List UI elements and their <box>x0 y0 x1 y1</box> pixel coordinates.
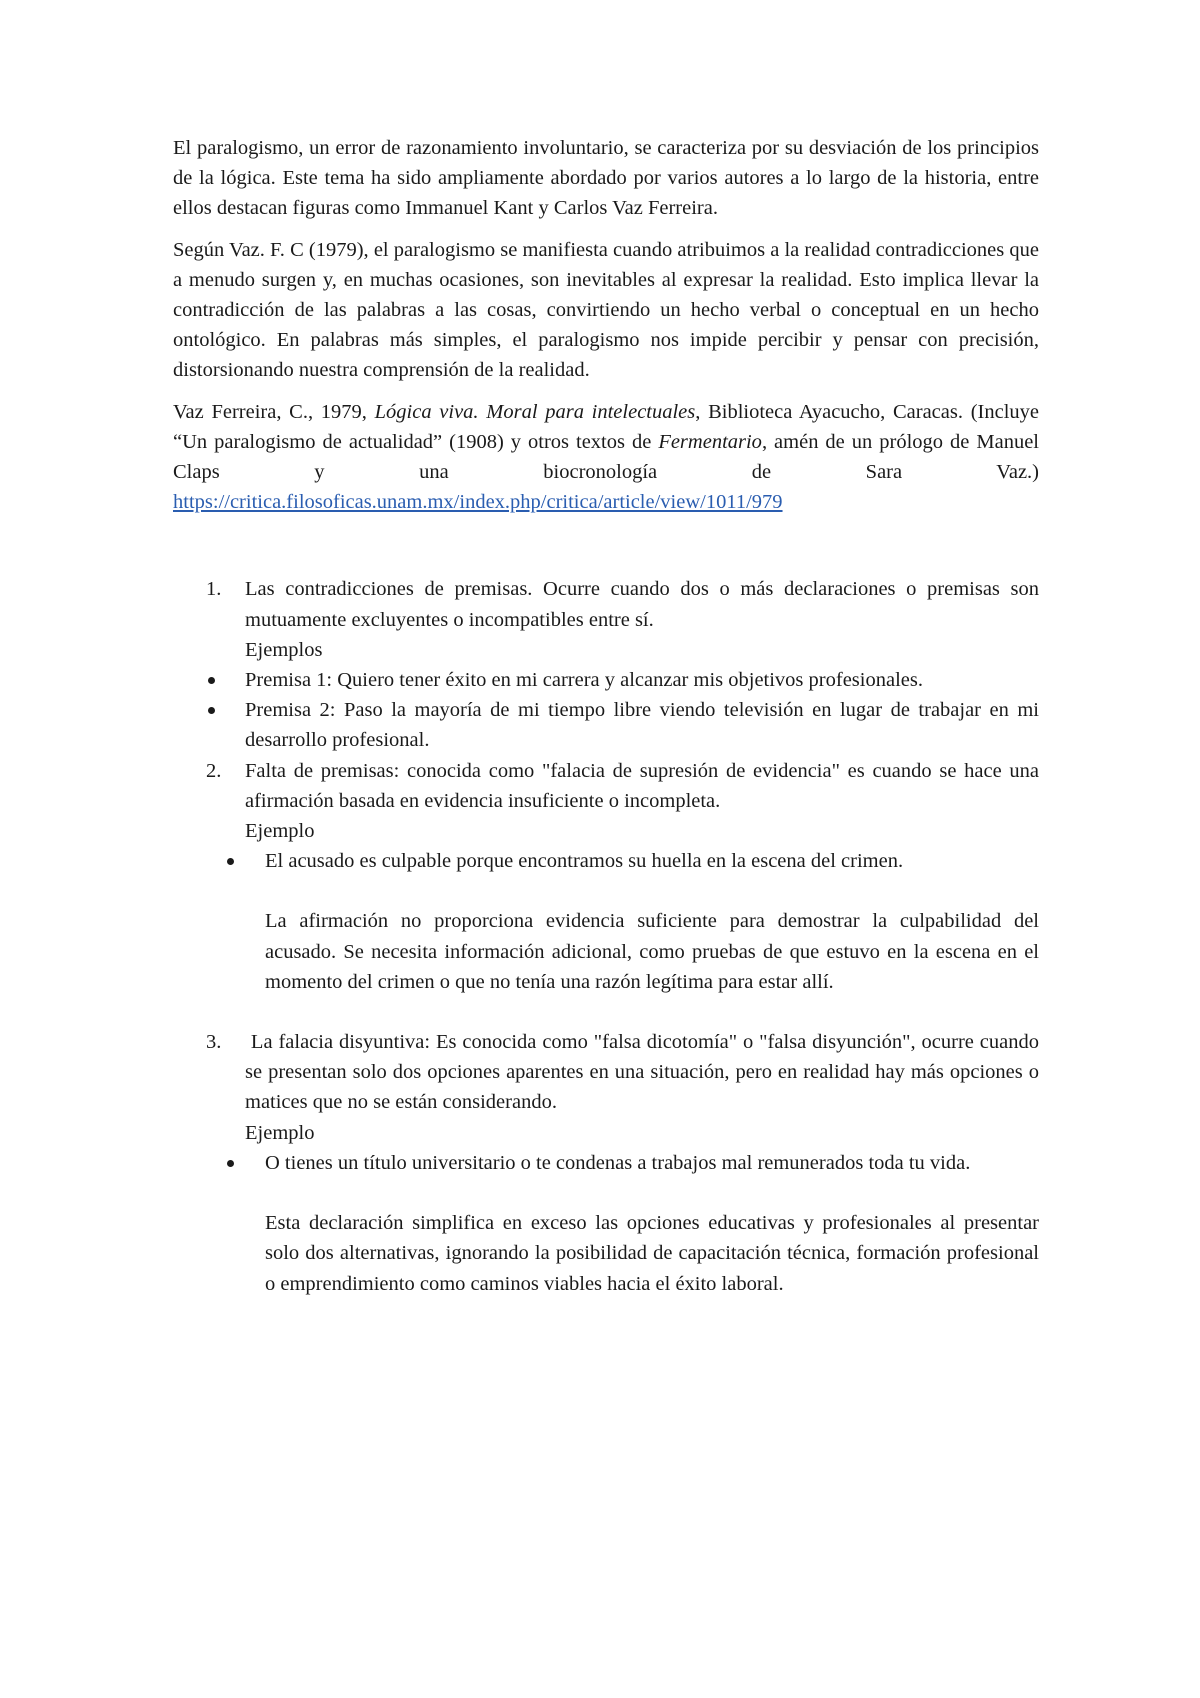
bullet-text: Premisa 2: Paso la mayoría de mi tiempo libre viendo televisión en lugar de trabajar en mi desarrollo profesional. <box>245 699 1039 752</box>
bullet-dot-icon <box>227 858 234 865</box>
reference-fermentario: Fermentario <box>658 430 762 453</box>
bullet-dot-icon <box>208 677 215 684</box>
bullet-item <box>173 846 1039 997</box>
list-item-3 <box>173 1027 1045 1299</box>
bullet-dot-icon <box>227 1160 234 1167</box>
bullet-text: El acusado es culpable porque encontramos su huella en la escena del crimen. <box>265 850 904 873</box>
list-number: 3. <box>206 1031 222 1054</box>
example-bullets <box>173 665 1039 756</box>
reference-publisher: , Biblioteca Ayacucho, Caracas. (Incluye “Un paralogismo de actualidad” (1908) y otros textos de <box>173 400 1039 453</box>
example-bullets <box>173 846 1039 997</box>
bullet-item <box>173 1148 1039 1299</box>
intro-paragraph-1: El paralogismo, un error de razonamiento involuntario, se caracteriza por su desviación de los principios de la lógica. Este tema ha sido ampliamente abordado por varios autores a lo largo de la historia, entre ellos destacan figuras como Immanuel Kant y Carlos Vaz Ferreira. <box>173 137 1039 220</box>
example-label: Ejemplo <box>245 820 315 843</box>
reference-paragraph <box>173 397 1039 518</box>
list-item-text: La falacia disyuntiva: Es conocida como "falsa dicotomía" o "falsa disyunción", ocurre cuando se presentan solo dos opciones aparentes en una situación, pero en realidad hay más opciones o matices que no se están considerando. <box>245 1031 1045 1114</box>
example-label: Ejemplos <box>245 638 323 661</box>
bullet-dot-icon <box>208 707 215 714</box>
example-explanation: Esta declaración simplifica en exceso las opciones educativas y profesionales al presentar solo dos alternativas, ignorando la posibilidad de capacitación técnica, formación profesional o emprendimiento como caminos viables hacia el éxito laboral. <box>265 1212 1039 1295</box>
list-item-text: Las contradicciones de premisas. Ocurre cuando dos o más declaraciones o premisas son mutuamente excluyentes o incompatibles entre sí. <box>245 578 1039 631</box>
list-item-text: Falta de premisas: conocida como "falacia de supresión de evidencia" es cuando se hace una afirmación basada en evidencia insuficiente o incompleta. <box>245 759 1039 812</box>
intro-paragraph-2: Según Vaz. F. C (1979), el paralogismo se manifiesta cuando atribuimos a la realidad contradicciones que a menudo surgen y, en muchas ocasiones, son inevitables al expresar la realidad. Esto implica llevar la contradicción de las palabras a las cosas, convirtiendo un hecho verbal o conceptual en un hecho ontológico. En palabras más simples, el paralogismo nos impide percibir y pensar con precisión, distorsionando nuestra comprensión de la realidad. <box>173 238 1039 382</box>
list-number: 2. <box>206 759 222 782</box>
bullet-text: Premisa 1: Quiero tener éxito en mi carrera y alcanzar mis objetivos profesionales. <box>245 669 923 692</box>
bullet-text: O tienes un título universitario o te condenas a trabajos mal remunerados toda tu vida. <box>265 1151 971 1174</box>
reference-link[interactable]: https://critica.filosoficas.unam.mx/index.php/critica/article/view/1011/979 <box>173 491 783 514</box>
reference-notes: , amén de un prólogo de Manuel Claps y una biocronología de Sara Vaz.) <box>173 430 1039 484</box>
reference-title: Lógica viva. Moral para intelectuales <box>374 400 696 423</box>
document-page <box>173 133 1045 1299</box>
example-label: Ejemplo <box>245 1121 315 1144</box>
list-item-1 <box>173 574 1039 755</box>
fallacy-list <box>173 574 1045 1298</box>
list-item-2 <box>173 756 1039 1027</box>
example-explanation: La afirmación no proporciona evidencia suficiente para demostrar la culpabilidad del acusado. Se necesita información adicional, como pruebas de que estuvo en la escena en el momento del crimen o que no tenía una razón legítima para estar allí. <box>265 910 1039 993</box>
bullet-item <box>173 665 1039 695</box>
reference-authors: Vaz Ferreira, C., 1979, <box>173 400 375 423</box>
bullet-item <box>173 695 1039 755</box>
list-number: 1. <box>206 578 222 601</box>
example-bullets <box>173 1148 1039 1299</box>
